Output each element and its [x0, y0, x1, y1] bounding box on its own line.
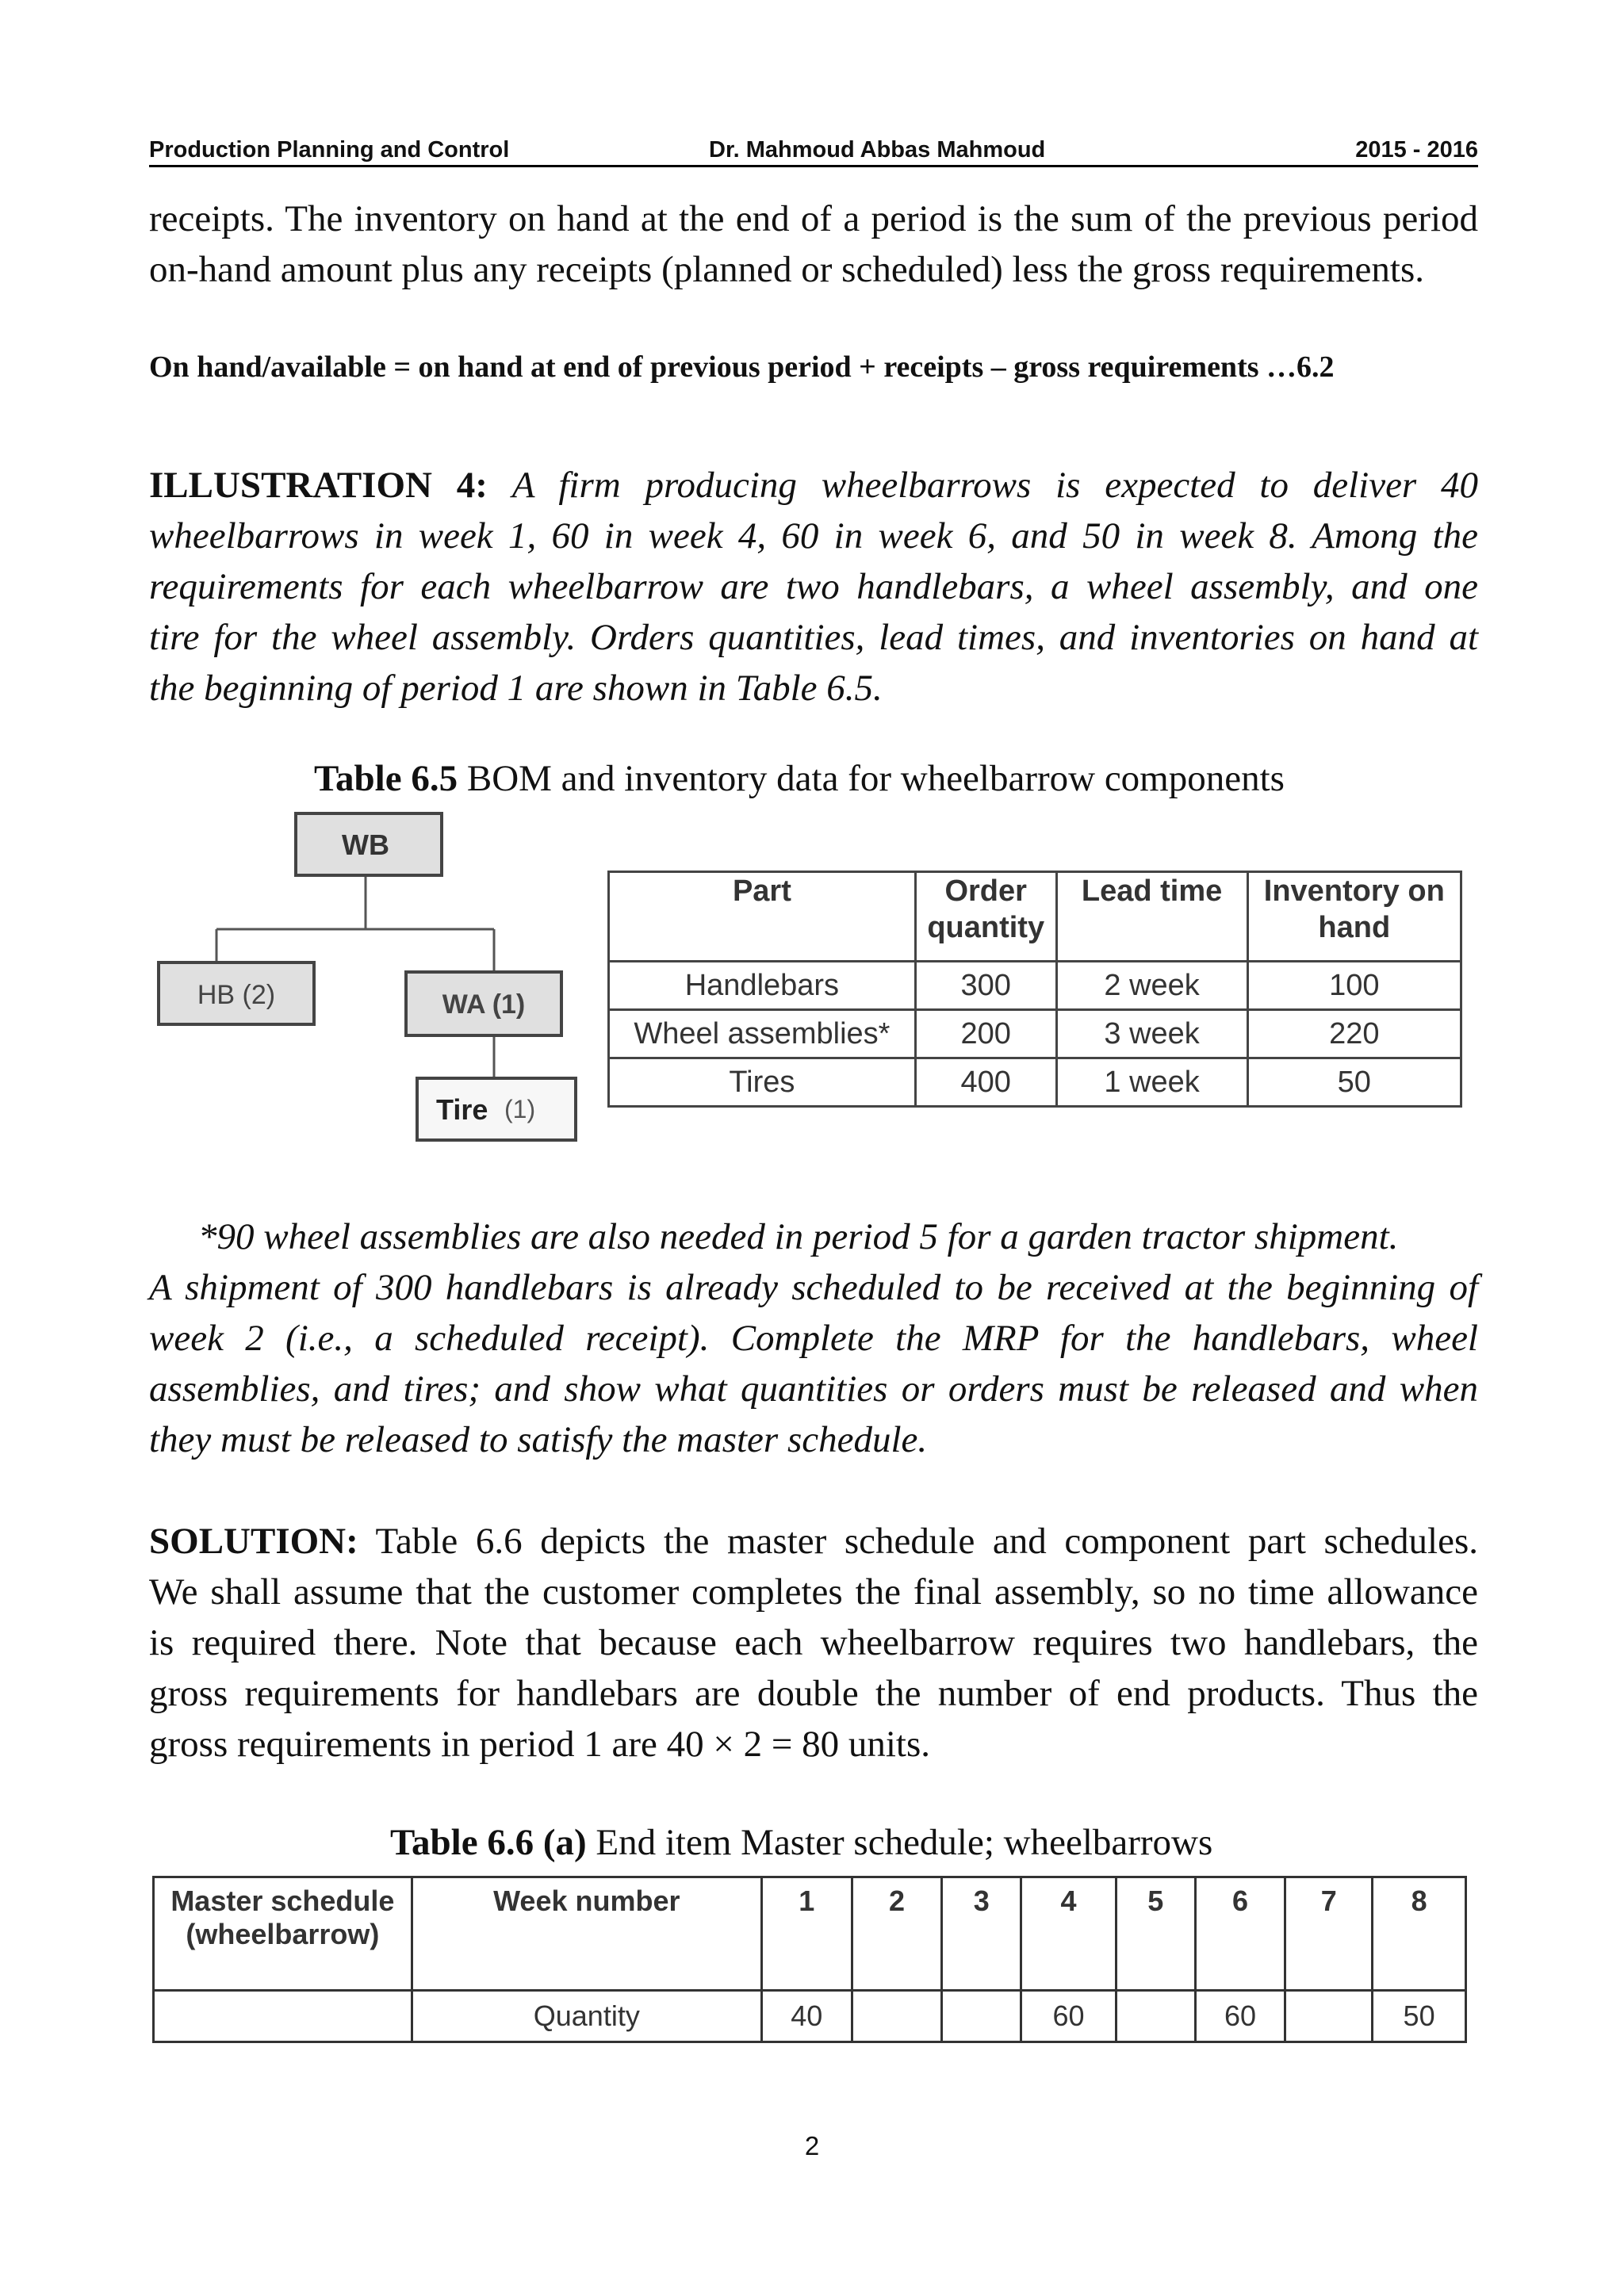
bom-node-wa-label: WA (1)	[442, 989, 526, 1020]
note-paragraph	[149, 1211, 1478, 1465]
week-header: 2	[852, 1877, 942, 1991]
bom-node-wb	[296, 813, 442, 875]
quantity-label: Quantity	[412, 1991, 761, 2042]
illustration-line: requirements for each wheelbarrow are two handlebars, a wheel assembly, and one	[149, 566, 1478, 607]
table-row	[609, 962, 1461, 1010]
bom-node-wb-label: WB	[342, 828, 389, 861]
quantity-cell: 60	[1195, 1991, 1285, 2042]
table-cell: 2 week	[1056, 962, 1247, 1010]
table-6-6-caption	[390, 1819, 1212, 1866]
table-row	[609, 1010, 1461, 1058]
table-cell: 3 week	[1056, 1010, 1247, 1058]
illustration-line: wheelbarrows in week 1, 60 in week 4, 60 in week 6, and 50 in week 8. Among the	[149, 515, 1478, 557]
table-6-5-caption-text: BOM and inventory data for wheelbarrow components	[458, 758, 1285, 799]
solution-line: We shall assume that the customer completes the final assembly, so no time allowance	[149, 1571, 1478, 1613]
table-6-6-master-schedule	[152, 1876, 1467, 2043]
table-6-5	[607, 871, 1462, 1108]
column-header: Lead time	[1056, 872, 1247, 962]
table-cell: Wheel assemblies*	[609, 1010, 916, 1058]
week-header: 6	[1195, 1877, 1285, 1991]
bom-node-hb	[159, 962, 314, 1024]
bom-node-tire-name: Tire	[436, 1093, 488, 1126]
table-6-6-caption-text: End item Master schedule; wheelbarrows	[586, 1822, 1213, 1863]
bom-node-wa	[406, 972, 561, 1035]
illustration-line: the beginning of period 1 are shown in Table 6.5.	[149, 668, 883, 709]
week-header: 7	[1285, 1877, 1373, 1991]
quantity-cell: 40	[761, 1991, 852, 2042]
master-schedule-label: Master schedule (wheelbarrow)	[154, 1877, 412, 1991]
solution-paragraph	[149, 1516, 1478, 1770]
bom-node-tire-qty: (1)	[504, 1095, 536, 1123]
page-number: 2	[804, 2131, 820, 2160]
table-cell: Handlebars	[609, 962, 916, 1010]
quantity-cell	[1116, 1991, 1195, 2042]
solution-label: SOLUTION:	[149, 1521, 358, 1562]
table-6-6-caption-label: Table 6.6 (a)	[390, 1822, 587, 1863]
quantity-cell	[942, 1991, 1021, 2042]
week-header: 1	[761, 1877, 852, 1991]
note-line: *90 wheel assemblies are also needed in period 5 for a garden tractor shipment.	[198, 1216, 1399, 1257]
intro-paragraph	[149, 193, 1478, 295]
quantity-cell: 60	[1021, 1991, 1116, 2042]
table-header-row	[609, 872, 1461, 962]
week-header: 4	[1021, 1877, 1116, 1991]
solution-line: gross requirements in period 1 are 40 × 2 = 80 units.	[149, 1724, 931, 1765]
illustration-label: ILLUSTRATION 4:	[149, 465, 488, 506]
page-header	[149, 132, 1478, 167]
table-cell: 200	[915, 1010, 1056, 1058]
column-header: Part	[609, 872, 916, 962]
header-author: Dr. Mahmoud Abbas Mahmoud	[709, 137, 1046, 163]
solution-text: Table 6.6 depicts the master schedule and component part schedules.	[375, 1521, 1478, 1562]
note-line: assemblies, and tires; and show what quantities or orders must be released and when	[149, 1368, 1478, 1410]
illustration-line: tire for the wheel assembly. Orders quantities, lead times, and inventories on hand at	[149, 617, 1478, 658]
note-line: A shipment of 300 handlebars is already scheduled to be received at the beginning of	[149, 1267, 1478, 1308]
note-line: week 2 (i.e., a scheduled receipt). Complete the MRP for the handlebars, wheel	[149, 1318, 1478, 1359]
table-6-5-caption-label: Table 6.5	[314, 758, 458, 799]
intro-line: receipts. The inventory on hand at the end of a period is the sum of the previous period	[149, 198, 1478, 239]
bom-node-tire	[417, 1078, 576, 1140]
week-header: 3	[942, 1877, 1021, 1991]
week-header: 5	[1116, 1877, 1195, 1991]
intro-line: on-hand amount plus any receipts (planned or scheduled) less the gross requirements.	[149, 249, 1425, 290]
table-cell: 220	[1247, 1010, 1461, 1058]
quantity-cell	[852, 1991, 942, 2042]
table-cell: 50	[1247, 1058, 1461, 1107]
solution-line: is required there. Note that because each wheelbarrow requires two handlebars, the	[149, 1622, 1478, 1663]
illustration-text: A firm producing wheelbarrows is expected to deliver 40	[511, 465, 1478, 506]
formula-6-2: On hand/available = on hand at end of previous period + receipts – gross requirements …6.2	[149, 350, 1335, 384]
solution-line: gross requirements for handlebars are double the number of end products. Thus the	[149, 1673, 1478, 1714]
column-header: Inventory on hand	[1247, 872, 1461, 962]
table-cell: 1 week	[1056, 1058, 1247, 1107]
week-header: 8	[1373, 1877, 1466, 1991]
note-line: they must be released to satisfy the master schedule.	[149, 1419, 928, 1460]
table-cell: 400	[915, 1058, 1056, 1107]
illustration-paragraph	[149, 460, 1478, 714]
quantity-cell	[1285, 1991, 1373, 2042]
table-header-row	[154, 1877, 1466, 1991]
column-header: Order quantity	[915, 872, 1056, 962]
table-cell	[154, 1991, 412, 2042]
table-cell: 100	[1247, 962, 1461, 1010]
week-number-label: Week number	[412, 1877, 761, 1991]
bom-node-hb-label: HB (2)	[197, 980, 276, 1010]
header-year: 2015 - 2016	[1355, 137, 1478, 163]
table-cell: 300	[915, 962, 1056, 1010]
table-row	[609, 1058, 1461, 1107]
bom-tree-diagram	[151, 809, 595, 1158]
table-cell: Tires	[609, 1058, 916, 1107]
header-course-title: Production Planning and Control	[149, 137, 510, 163]
table-6-5-caption	[314, 755, 1285, 802]
quantity-cell: 50	[1373, 1991, 1466, 2042]
table-row	[154, 1991, 1466, 2042]
